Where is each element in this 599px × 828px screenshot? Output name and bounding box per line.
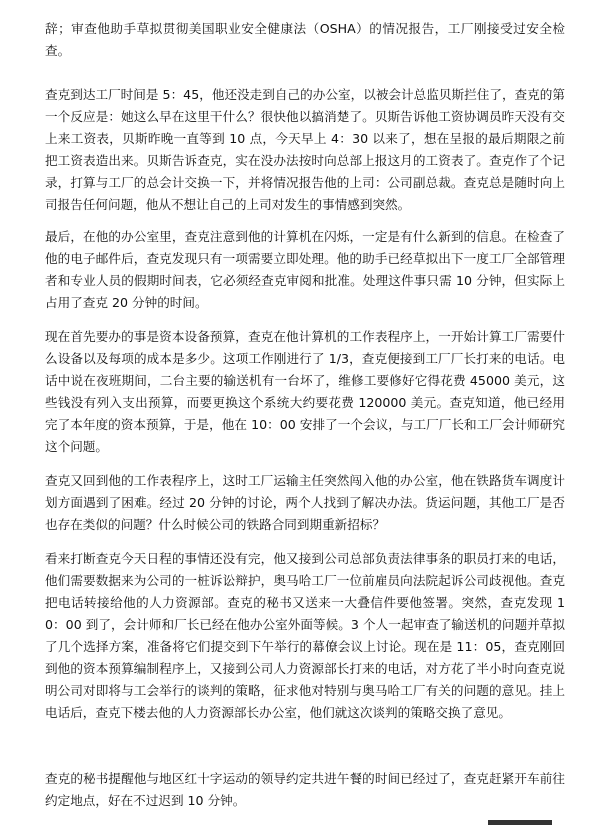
- paragraph-2: 查克到达工厂时间是 5：45，他还没走到自己的办公室，以被会计总监贝斯拦住了，查克的第一个反应是：她这么早在这里干什么？很快他以搞消楚了。贝斯告诉他工资协调员昨天没有交上来工资表，贝斯昨晚一直等到 10 点，今天早上 4：30 以来了，想在呈报的最后期限之前把工资表造出来。贝斯告诉查克，实在没办法按时向总部上报这月的工资表了。查克作了个记录，打算与工厂的总会计交换一下，并将情况报告他的上司：公司副总裁。查克总是随时向上司报告任何问题，他从不想让自己的上司对发生的事情感到突然。: [45, 87, 565, 212]
- paragraph-7: 查克的秘书提醒他与地区红十字运动的领导约定共进午餐的时间已经过了，查克赶紧开车前往约定地点，好在不过迟到 10 分钟。: [45, 771, 565, 808]
- paragraph-5: 查克又回到他的工作表程序上，这时工厂运输主任突然闯入他的办公室，他在铁路货车调度计划方面遇到了困难。经过 20 分钟的讨论，两个人找到了解决办法。货运问题，其他工厂是否也存在类似的问题？什么时候公司的铁路合同到期重新招标？: [45, 473, 565, 532]
- page-footer-mark: [488, 820, 552, 825]
- paragraph-4: 现在首先要办的事是资本设备预算，查克在他计算机的工作表程序上，一开始计算工厂需要什么设备以及每项的成本是多少。这项工作刚进行了 1/3，查克便接到工厂厂长打来的电话。电话中说在夜班期间，二台主要的输送机有一台坏了，维修工要修好它得花费 45000 美元，这些钱没有列入支出预算，而要更换这个系统大约要花费 120000 美元。查克知道，他已经用完了本年度的资本预算，于是，他在 10：00 安排了一个会议，与工厂厂长和工厂会计师研究这个问题。: [45, 329, 565, 454]
- paragraph-6: 看来打断查克今天日程的事情还没有完，他又接到公司总部负责法律事条的职员打来的电话，他们需要数据来为公司的一桩诉讼辩护，奥马哈工厂一位前雇员向法院起诉公司歧视他。查克把电话转接给他的人力资源部。查克的秘书又送来一大叠信件要他签署。突然，查克发现 10：00 到了，会计师和厂长已经在他办公室外面等候。3 个人一起审查了输送机的问题并草拟了几个选择方案，准备将它们提交到下午举行的幕僚会议上讨论。现在是 11：05，查克刚回到他的资本预算编制程序上，又接到公司人力资源部长打来的电话，对方花了半小时向查克说明公司对即将与工会举行的谈判的策略，征求他对特别与奥马哈工厂有关的问题的意见。挂上电话后，查克下楼去他的人力资源部长办公室，他们就这次谈判的策略交换了意见。: [45, 551, 565, 720]
- paragraph-1: 辞；审查他助手草拟贯彻美国职业安全健康法（OSHA）的情况报告，工厂刚接受过安全检查。: [45, 21, 565, 58]
- paragraph-3: 最后，在他的办公室里，查克注意到他的计算机在闪烁，一定是有什么新到的信息。在检查了他的电子邮件后，查克发现只有一项需要立即处理。他的助手已经草拟出下一度工厂全部管理者和专业人员的假期时间表，它必须经查克审阅和批准。处理这件事只需 10 分钟，但实际上占用了查克 20 分钟的时间。: [45, 229, 565, 310]
